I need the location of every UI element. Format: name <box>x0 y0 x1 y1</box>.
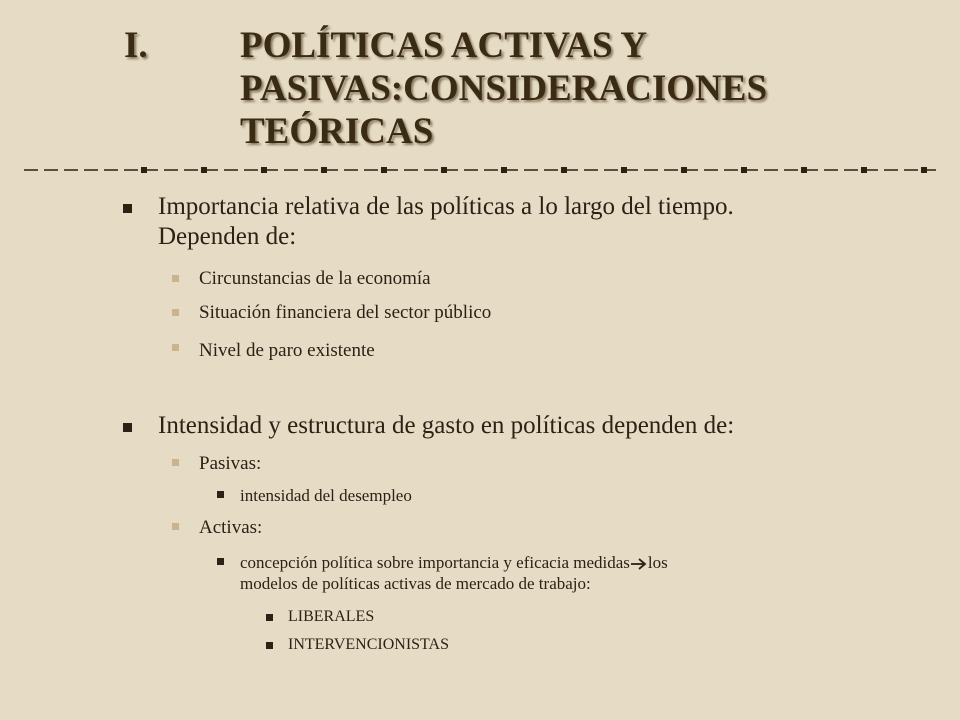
divider-diamond <box>321 167 327 173</box>
square-bullet-icon <box>123 204 132 213</box>
divider-diamond <box>741 167 747 173</box>
section1-heading-line-1: Importancia relativa de las políticas a lo largo del tiempo. <box>158 193 734 220</box>
square-bullet-icon <box>172 523 179 530</box>
divider-diamond <box>561 167 567 173</box>
square-bullet-icon <box>172 344 179 351</box>
pasivas-item: intensidad del desempleo <box>240 486 412 505</box>
divider-diamond <box>261 167 267 173</box>
activas-item-text-b: los <box>647 553 668 572</box>
divider-diamond <box>861 167 867 173</box>
divider-diamond <box>681 167 687 173</box>
divider-diamond <box>141 167 147 173</box>
square-bullet-icon <box>217 558 224 565</box>
divider-diamond <box>201 167 207 173</box>
divider-diamond <box>441 167 447 173</box>
square-bullet-icon <box>217 491 224 498</box>
divider-diamond <box>501 167 507 173</box>
pasivas-label: Pasivas: <box>199 453 262 474</box>
square-bullet-icon <box>123 423 132 432</box>
title-line-2: PASIVAS:CONSIDERACIONES <box>240 68 768 109</box>
section1-heading-line-2: Dependen de: <box>158 223 297 250</box>
right-arrow-icon <box>630 557 648 571</box>
model-item-intervencionistas: INTERVENCIONISTAS <box>288 636 449 653</box>
title-line-3: TEÓRICAS <box>240 111 434 152</box>
activas-item <box>240 552 920 594</box>
title-divider <box>24 162 936 178</box>
list-item: Circunstancias de la economía <box>199 268 431 289</box>
divider-diamond <box>801 167 807 173</box>
section1-heading <box>158 192 918 252</box>
square-bullet-icon <box>266 614 273 621</box>
activas-label: Activas: <box>199 517 263 538</box>
list-item: Nivel de paro existente <box>199 340 375 361</box>
activas-item-line-2: modelos de políticas activas de mercado de trabajo: <box>240 574 591 593</box>
activas-item-text-a: concepción política sobre importancia y eficacia medidas <box>240 553 630 572</box>
divider-diamond <box>621 167 627 173</box>
square-bullet-icon <box>172 275 179 282</box>
title-line-1: POLÍTICAS ACTIVAS Y <box>240 25 648 66</box>
divider-diamond <box>381 167 387 173</box>
model-item-liberales: LIBERALES <box>288 608 375 625</box>
square-bullet-icon <box>266 642 273 649</box>
section2-heading: Intensidad y estructura de gasto en políticas dependen de: <box>158 412 735 439</box>
square-bullet-icon <box>172 459 179 466</box>
square-bullet-icon <box>172 309 179 316</box>
list-item: Situación financiera del sector público <box>199 302 492 323</box>
title-text <box>240 24 920 153</box>
divider-diamond <box>921 167 927 173</box>
activas-item-line-1 <box>240 552 920 573</box>
title-number: I. <box>124 25 148 66</box>
